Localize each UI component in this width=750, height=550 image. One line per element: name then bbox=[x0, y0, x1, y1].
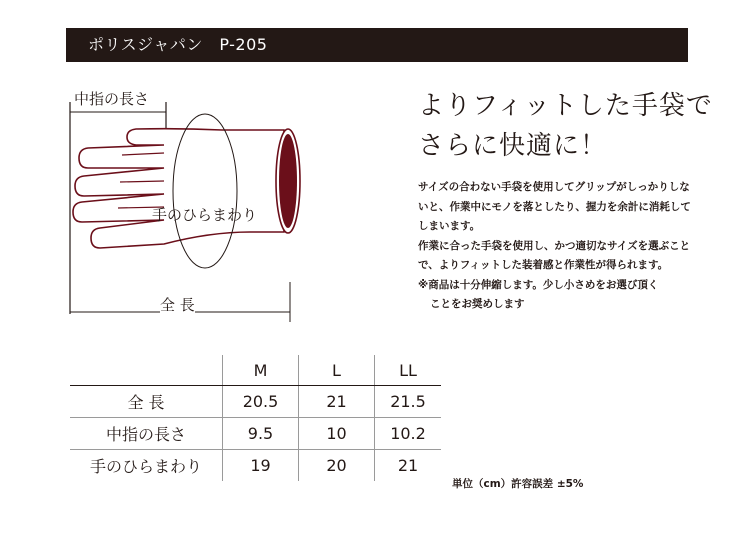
description-body bbox=[418, 178, 694, 315]
size-value: 10.2 bbox=[375, 418, 442, 450]
row-label: 全 長 bbox=[70, 386, 223, 418]
size-table-header-cell: L bbox=[299, 355, 375, 386]
size-value: 21 bbox=[375, 450, 442, 482]
row-label: 中指の長さ bbox=[70, 418, 223, 450]
size-value: 9.5 bbox=[223, 418, 299, 450]
size-table-header-cell: M bbox=[223, 355, 299, 386]
size-note-line: ※商品は十分伸縮します。少し小さめをお選び頂く bbox=[418, 278, 659, 291]
finger-length-label: 中指の長さ bbox=[74, 90, 150, 108]
description-paragraph: 作業に合った手袋を使用し、かつ適切なサイズを選ぶことで、よりフィットした装着感と作業性が得られます。 bbox=[418, 239, 691, 271]
size-table-header-row bbox=[70, 355, 441, 386]
table-row bbox=[70, 386, 441, 418]
headline bbox=[418, 86, 713, 166]
table-row bbox=[70, 450, 441, 482]
size-value: 19 bbox=[223, 450, 299, 482]
size-table bbox=[70, 355, 441, 481]
size-value: 20 bbox=[299, 450, 375, 482]
row-label: 手のひらまわり bbox=[89, 457, 202, 476]
unit-note: 単位（cm）許容誤差 ±5% bbox=[452, 478, 584, 490]
glove-diagram bbox=[60, 82, 320, 332]
total-length-label: 全 長 bbox=[160, 296, 195, 314]
headline-line: さらに快適に！ bbox=[418, 131, 608, 161]
size-table-header-cell: LL bbox=[375, 355, 442, 386]
size-table-header-cell bbox=[70, 355, 223, 386]
size-value: 21.5 bbox=[375, 386, 442, 418]
headline-line: よりフィットした手袋で bbox=[418, 91, 713, 121]
palm-circumference-label: 手のひらまわり bbox=[152, 206, 258, 224]
size-note-line: ことをお奨めします bbox=[430, 298, 525, 310]
cuff-opening bbox=[279, 134, 297, 228]
product-title: ポリスジャパン P-205 bbox=[88, 35, 268, 54]
table-row bbox=[70, 418, 441, 450]
size-value: 21 bbox=[299, 386, 375, 418]
size-value: 20.5 bbox=[223, 386, 299, 418]
size-value: 10 bbox=[299, 418, 375, 450]
description-paragraph: サイズの合わない手袋を使用してグリップがしっかりしないと、作業中にモノを落としたり、握力を余計に消耗してしまいます。 bbox=[418, 181, 691, 232]
title-bar bbox=[66, 28, 688, 62]
